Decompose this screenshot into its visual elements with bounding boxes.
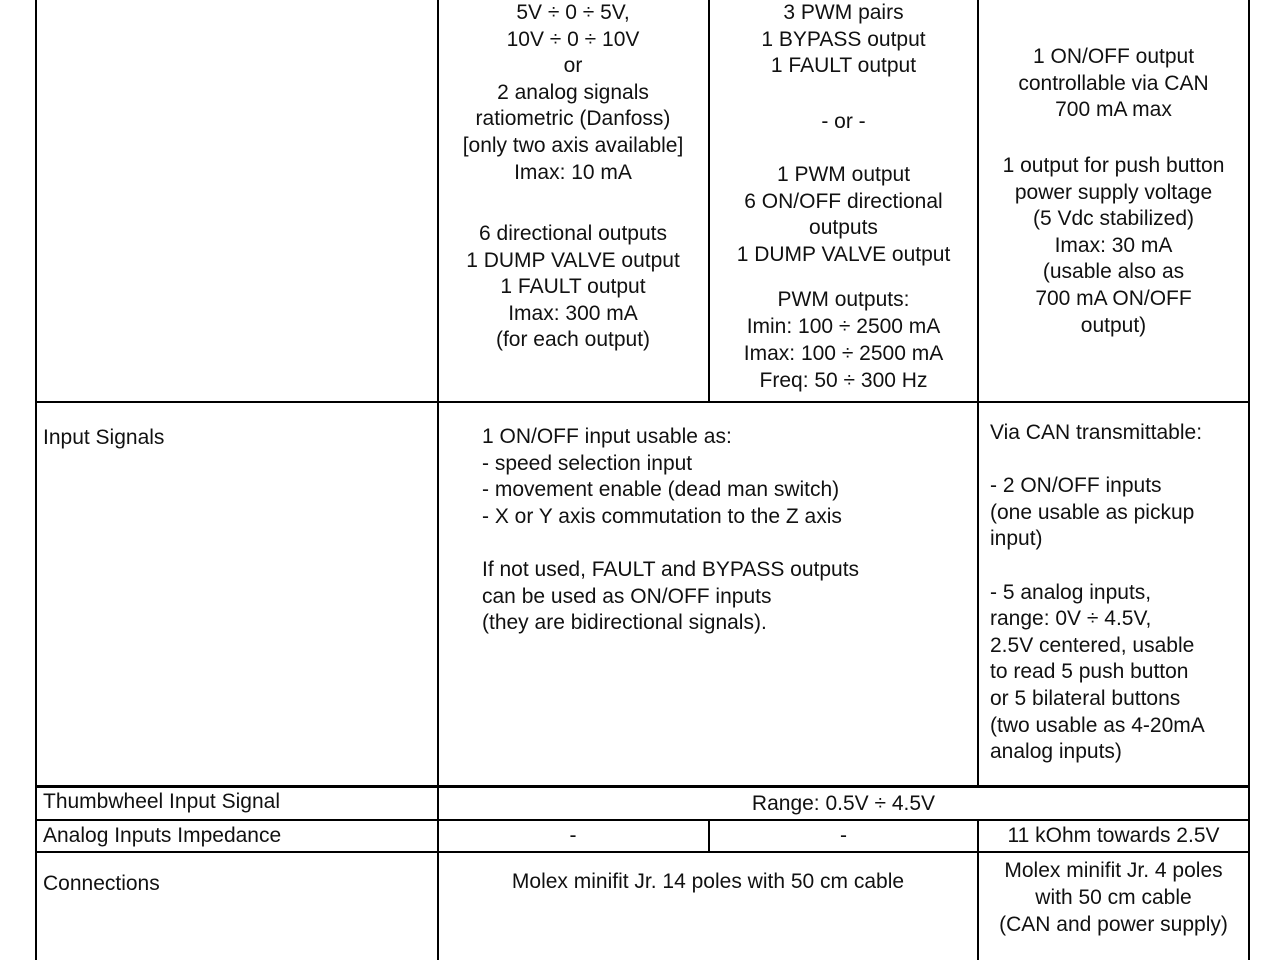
text-line: 5V ÷ 0 ÷ 5V,: [516, 1, 630, 24]
text-line: 1 BYPASS output: [761, 27, 926, 51]
outputs-col2-directional: [710, 162, 977, 268]
text-line: Imax: 10 mA: [514, 160, 632, 184]
text-line: Imax: 300 mA: [508, 301, 638, 325]
text-line: to read 5 push button: [990, 660, 1189, 684]
outputs-col1: [439, 0, 707, 352]
input-signals-label: [43, 425, 433, 452]
text-line: 1 DUMP VALVE output: [736, 242, 951, 266]
connections-main: [439, 869, 977, 896]
text-line: 1 FAULT output: [500, 275, 646, 299]
text-line: 3 PWM pairs: [783, 1, 904, 24]
text-line: - X or Y axis commutation to the Z axis: [482, 504, 842, 528]
text-line: -: [840, 824, 847, 847]
text-line: (usable also as: [1042, 260, 1185, 284]
text-line: power supply voltage: [1014, 180, 1213, 204]
outputs-col3-onoff: [979, 44, 1248, 124]
text-line: Imax: 100 ÷ 2500 mA: [743, 342, 944, 365]
impedance-col2: [710, 823, 977, 850]
row-label: Analog Inputs Impedance: [43, 824, 282, 847]
text-line: [only two axis available]: [462, 133, 684, 157]
row-divider-2: [35, 785, 1250, 788]
row-divider-1: [35, 401, 1250, 403]
input-signals-can: [990, 420, 1248, 766]
thumbwheel-label: [43, 789, 433, 816]
row-divider-3: [35, 819, 1250, 821]
text-line: 6 ON/OFF directional: [744, 189, 943, 213]
outputs-col1-analog: [439, 0, 707, 186]
text-line: Molex minifit Jr. 4 poles: [1004, 859, 1223, 882]
outputs-col2-pwm: [710, 286, 977, 394]
outputs-col3: [979, 0, 1248, 400]
text-line: - speed selection input: [482, 451, 693, 475]
text-line: - movement enable (dead man switch): [482, 478, 840, 502]
text-line: PWM outputs:: [777, 288, 910, 311]
text-line: (they are bidirectional signals).: [482, 611, 767, 635]
thumbwheel-value: [439, 791, 1248, 818]
connections-col3: [979, 857, 1248, 938]
text-line: 10V ÷ 0 ÷ 10V: [506, 27, 640, 51]
text-line: Via CAN transmittable:: [990, 421, 1203, 444]
text-line: 1 PWM output: [776, 163, 911, 186]
text-line: 1 ON/OFF input usable as:: [482, 425, 732, 448]
text-line: Molex minifit Jr. 14 poles with 50 cm cable: [511, 870, 905, 893]
text-line: 2 analog signals: [497, 80, 649, 104]
table-border-left: [35, 0, 37, 960]
text-line: 700 mA max: [1055, 98, 1172, 122]
text-line: 1 FAULT output: [770, 54, 917, 78]
row-label: Input Signals: [43, 426, 165, 449]
text-line: If not used, FAULT and BYPASS outputs: [482, 557, 860, 581]
text-line: - 2 ON/OFF inputs: [990, 474, 1162, 498]
impedance-col1: [439, 823, 707, 850]
text-line: (for each output): [495, 328, 651, 352]
text-line: or 5 bilateral buttons: [990, 686, 1181, 710]
impedance-label: [43, 823, 433, 850]
text-line: Imax: 30 mA: [1054, 233, 1173, 257]
text-line: (CAN and power supply): [999, 913, 1228, 936]
text-line: range: 0V ÷ 4.5V,: [990, 607, 1152, 631]
text-line: analog inputs): [990, 740, 1122, 764]
text-line: 1 DUMP VALVE output: [466, 248, 680, 272]
text-line: can be used as ON/OFF inputs: [482, 584, 772, 608]
text-line: output): [1080, 313, 1147, 337]
text-line: (two usable as 4-20mA: [990, 713, 1205, 737]
text-line: controllable via CAN: [1018, 71, 1209, 95]
outputs-col2-or: [710, 109, 977, 136]
text-line: ratiometric (Danfoss): [475, 107, 671, 131]
text-line: Imin: 100 ÷ 2500 mA: [746, 315, 941, 338]
text-line: with 50 cm cable: [1035, 886, 1192, 909]
outputs-col3-pushbutton: [979, 153, 1248, 339]
text-line: input): [990, 527, 1043, 551]
text-line: - or -: [821, 110, 866, 133]
text-line: 11 kOhm towards 2.5V: [1007, 824, 1220, 847]
text-line: (one usable as pickup: [990, 500, 1195, 524]
text-line: - 5 analog inputs,: [990, 580, 1152, 604]
outputs-col2-pairs: [710, 0, 977, 80]
text-line: 6 directional outputs: [479, 222, 667, 245]
text-line: -: [569, 824, 577, 847]
text-line: Range: 0.5V ÷ 4.5V: [751, 792, 936, 815]
text-line: 1 ON/OFF output: [1032, 45, 1195, 68]
text-line: 700 mA ON/OFF: [1035, 286, 1192, 310]
table-border-right: [1248, 0, 1250, 960]
text-line: or: [563, 54, 583, 78]
row-divider-4: [35, 851, 1250, 853]
outputs-col2: [710, 0, 977, 400]
text-line: 1 output for push button: [1002, 154, 1225, 177]
row-label: Connections: [43, 872, 160, 895]
text-line: (5 Vdc stabilized): [1032, 207, 1195, 231]
text-line: 2.5V centered, usable: [990, 633, 1195, 657]
impedance-col3: [979, 823, 1248, 850]
row-label: Thumbwheel Input Signal: [43, 790, 280, 813]
outputs-col1-directional: [439, 221, 707, 354]
input-signals-main: [482, 424, 977, 637]
connections-label: [43, 871, 433, 898]
text-line: Freq: 50 ÷ 300 Hz: [759, 369, 928, 392]
text-line: outputs: [809, 216, 878, 240]
